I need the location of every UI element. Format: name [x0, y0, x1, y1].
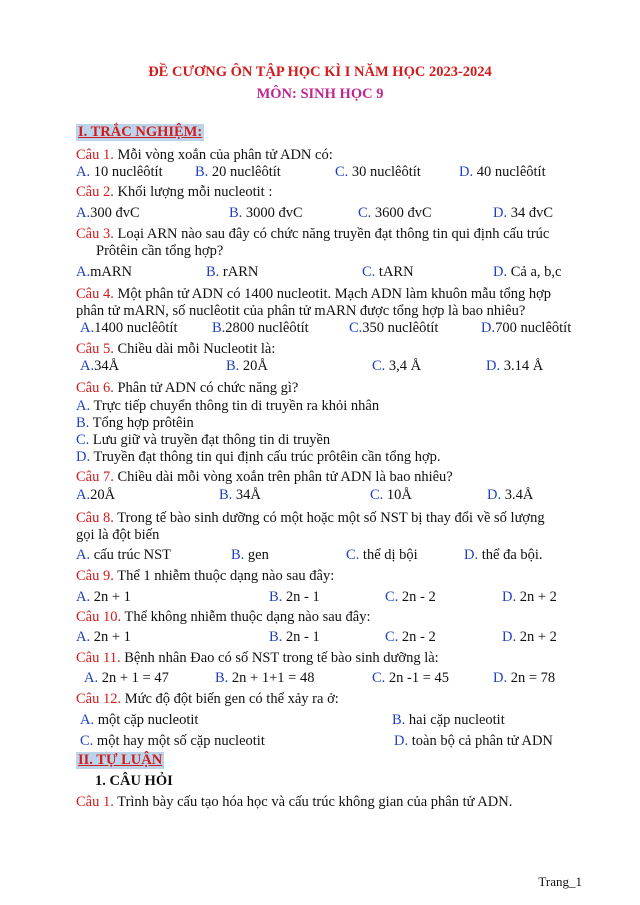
option-c: C. 2n - 2	[385, 629, 436, 645]
option-b: B. Tổng hợp prôtêin	[76, 415, 194, 431]
option-d: D. 40 nuclêôtít	[459, 164, 546, 180]
option-c: C. 30 nuclêôtít	[335, 164, 421, 180]
option-b: B. hai cặp nucleotit	[392, 712, 505, 728]
option-d: D. 2n = 78	[493, 670, 556, 686]
subject-title: MÔN: SINH HỌC 9	[256, 86, 384, 102]
option-d: D. 2n + 2	[502, 589, 557, 605]
option-a: A. một cặp nucleotit	[80, 712, 199, 728]
option-d: D.700 nuclêôtít	[481, 320, 572, 336]
option-a: A.300 đvC	[76, 205, 140, 221]
question-5: Câu 5. Chiều dài mỗi Nucleotit là:	[76, 341, 276, 357]
option-d: D. toàn bộ cả phân tử ADN	[394, 733, 553, 749]
question-8-continued: gọi là đột biến	[76, 527, 160, 543]
option-b: B. 34Å	[219, 487, 261, 503]
document-title: ĐỀ CƯƠNG ÔN TẬP HỌC KÌ I NĂM HỌC 2023-2024	[148, 64, 492, 80]
question-11: Câu 11. Bệnh nhân Đao có số NST trong tế bào sinh dưỡng là:	[76, 650, 439, 666]
question-label: Câu 1.	[76, 147, 114, 163]
option-b: B. 2n - 1	[269, 589, 320, 605]
subsection-questions-heading: 1. CÂU HỎI	[95, 773, 173, 789]
question-2: Câu 2. Khối lượng mỗi nucleotit :	[76, 184, 273, 200]
option-a: A.20Å	[76, 487, 116, 503]
option-b: B. 3000 đvC	[229, 205, 303, 221]
option-c: C.350 nuclêôtít	[349, 320, 439, 336]
question-3-continued: Prôtêin cần tổng hợp?	[96, 243, 224, 259]
section-essay-heading: II. TỰ LUẬN	[78, 752, 163, 768]
option-d: D. 3.14 Å	[486, 358, 544, 374]
question-text: Mỗi vòng xoắn của phân tử ADN có:	[113, 147, 333, 163]
essay-question-1: Câu 1. Trình bày cấu tạo hóa học và cấu trúc không gian của phân tử ADN.	[76, 794, 513, 810]
option-a: A. cấu trúc NST	[76, 547, 172, 563]
option-c: C. 10Å	[370, 487, 412, 503]
option-c: C. một hay một số cặp nucleotit	[80, 733, 265, 749]
option-c: C. 2n - 2	[385, 589, 436, 605]
question-4-continued: phân tử mARN, số nuclêotit của phân tử mARN được tổng hợp là bao nhiêu?	[76, 303, 526, 319]
question-12: Câu 12. Mức độ đột biến gen có thể xảy ra ở:	[76, 691, 339, 707]
option-a: A.1400 nuclêôtít	[80, 320, 178, 336]
question-3: Câu 3. Loại ARN nào sau đây có chức năng truyền đạt thông tin qui định cấu trúc	[76, 226, 550, 242]
option-a: A. Trực tiếp chuyển thông tin di truyền ra khỏi nhân	[76, 398, 380, 414]
question-6: Câu 6. Phân tử ADN có chức năng gì?	[76, 380, 299, 396]
question-8: Câu 8. Trong tế bào sinh dưỡng có một hoặc một số NST bị thay đổi về số lượng	[76, 510, 545, 526]
option-c: C. thể dị bội	[346, 547, 418, 563]
option-c: C. 3600 đvC	[358, 205, 432, 221]
option-b: B. 20Å	[226, 358, 268, 374]
option-a: A. 2n + 1	[76, 629, 131, 645]
section-multiple-choice-heading: I. TRẮC NGHIỆM:	[78, 124, 203, 140]
question-4: Câu 4. Một phân tử ADN có 1400 nucleotit. Mạch ADN làm khuôn mẫu tổng hợp	[76, 286, 552, 302]
option-d: D. 3.4Å	[487, 487, 534, 503]
option-c: C. Lưu giữ và truyền đạt thông tin di truyền	[76, 432, 331, 448]
question-10: Câu 10. Thể không nhiễm thuộc dạng nào sau đây:	[76, 609, 371, 625]
question-9: Câu 9. Thể 1 nhiễm thuộc dạng nào sau đây:	[76, 568, 335, 584]
option-c: C. 2n -1 = 45	[372, 670, 450, 686]
option-d: D. 2n + 2	[502, 629, 557, 645]
option-b: B. 2n + 1+1 = 48	[215, 670, 315, 686]
option-b: B. 2n - 1	[269, 629, 320, 645]
option-b: B. rARN	[206, 264, 259, 280]
option-c: C. tARN	[362, 264, 414, 280]
page-number: Trang_1	[538, 874, 582, 889]
option-a: A.mARN	[76, 264, 133, 280]
option-d: D. Truyền đạt thông tin qui định cấu trúc prôtêin cần tổng hợp.	[76, 449, 441, 465]
option-d: D. 34 đvC	[493, 205, 554, 221]
option-d: D. thể đa bội.	[464, 547, 543, 563]
option-a: A. 10 nuclêôtít	[76, 164, 163, 180]
option-a: A.34Å	[80, 358, 120, 374]
option-a: A. 2n + 1 = 47	[84, 670, 169, 686]
option-b: B.2800 nuclêôtít	[212, 320, 309, 336]
option-a: A. 2n + 1	[76, 589, 131, 605]
question-7: Câu 7. Chiều dài mỗi vòng xoắn trên phân tử ADN là bao nhiêu?	[76, 469, 453, 485]
option-c: C. 3,4 Å	[372, 358, 422, 374]
question-1	[76, 147, 333, 164]
option-b: B. gen	[231, 547, 269, 563]
option-d: D. Cả a, b,c	[493, 264, 562, 280]
option-b: B. 20 nuclêôtít	[195, 164, 281, 180]
